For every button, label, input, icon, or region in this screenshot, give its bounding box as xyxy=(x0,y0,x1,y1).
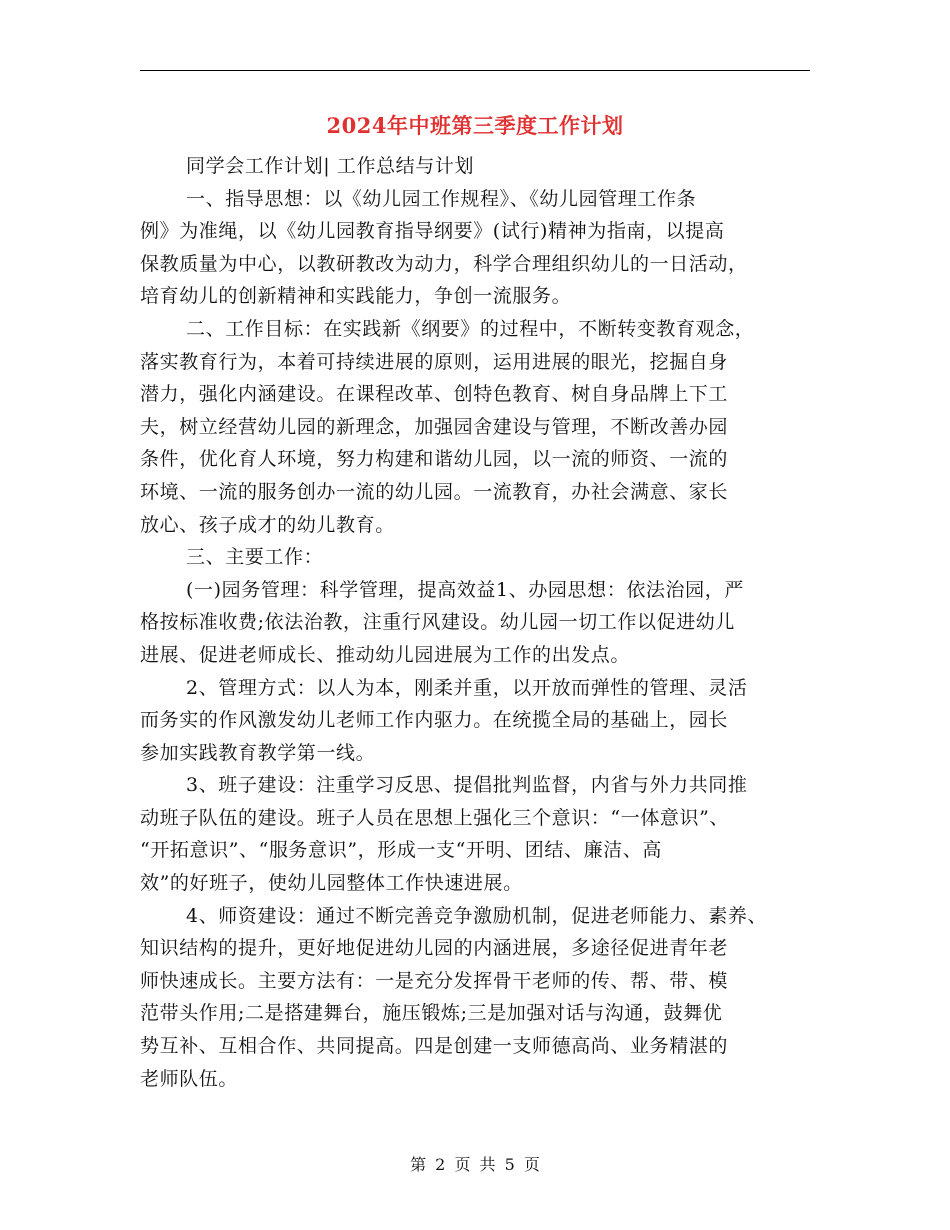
text-line: 2、管理方式：以人为本，刚柔并重，以开放而弹性的管理、灵活 xyxy=(186,676,748,699)
text-line: 一、指导思想：以《幼儿园工作规程》、《幼儿园管理工作条 xyxy=(186,187,697,210)
text-line: “开拓意识”、“服务意识”，形成一支“开明、团结、廉洁、高 xyxy=(140,839,662,862)
text-line: 格按标准收费;依法治教，注重行风建设。幼儿园一切工作以促进幼儿 xyxy=(140,611,736,634)
text-line: 培育幼儿的创新精神和实践能力，争创一流服务。 xyxy=(140,285,572,308)
text-line: 师快速成长。主要方法有：一是充分发挥骨干老师的传、帮、带、模 xyxy=(140,969,729,992)
text-line: 势互补、互相合作、共同提高。四是创建一支师德高尚、业务精湛的 xyxy=(140,1035,729,1058)
text-line: 同学会工作计划| 工作总结与计划 xyxy=(186,155,475,177)
text-line: 潜力，强化内涵建设。在课程改革、创特色教育、树自身品牌上下工 xyxy=(140,383,729,406)
text-line: 动班子队伍的建设。班子人员在思想上强化三个意识：“一体意识”、 xyxy=(140,806,730,829)
text-line: 知识结构的提升，更好地促进幼儿园的内涵进展，多途径促进青年老 xyxy=(140,937,729,960)
text-line: 条件，优化育人环境，努力构建和谐幼儿园，以一流的师资、一流的 xyxy=(140,448,729,471)
text-line: 范带头作用;二是搭建舞台，施压锻炼;三是加强对话与沟通，鼓舞优 xyxy=(140,1002,723,1025)
text-line: 4、师资建设：通过不断完善竞争激励机制，促进老师能力、素养、 xyxy=(186,904,768,927)
text-line: 三、主要工作： xyxy=(186,546,324,569)
text-line: 夫，树立经营幼儿园的新理念，加强园舍建设与管理，不断改善办园 xyxy=(140,415,729,438)
text-line: 而务实的作风激发幼儿老师工作内驱力。在统揽全局的基础上，园长 xyxy=(140,709,729,732)
text-line: 效”的好班子，使幼儿园整体工作快速进展。 xyxy=(140,872,523,895)
document-body xyxy=(140,150,812,1095)
text-line: 二、工作目标：在实践新《纲要》的过程中，不断转变教育观念， xyxy=(186,317,755,340)
text-line: 老师队伍。 xyxy=(140,1067,239,1090)
text-line: (一)园务管理：科学管理，提高效益1、办园思想：依法治园，严 xyxy=(186,578,744,601)
page-footer: 第 2 页 共 5 页 xyxy=(410,1155,540,1174)
text-line: 保教质量为中心，以教研教改为动力，科学合理组织幼儿的一日活动， xyxy=(140,252,748,275)
text-line: 环境、一流的服务创办一流的幼儿园。一流教育，办社会满意、家长 xyxy=(140,480,729,503)
document-title: 2024年中班第三季度工作计划 xyxy=(326,113,624,138)
text-line: 参加实践教育教学第一线。 xyxy=(140,741,376,764)
text-line: 落实教育行为，本着可持续进展的原则，运用进展的眼光，挖掘自身 xyxy=(140,350,729,373)
text-line: 例》为准绳，以《幼儿园教育指导纲要》(试行)精神为指南，以提高 xyxy=(140,220,725,243)
text-line: 3、班子建设：注重学习反思、提倡批判监督，内省与外力共同推 xyxy=(186,774,748,797)
text-line: 进展、促进老师成长、推动幼儿园进展为工作的出发点。 xyxy=(140,643,631,666)
header-rule xyxy=(140,70,810,71)
text-line: 放心、孩子成才的幼儿教育。 xyxy=(140,513,395,536)
